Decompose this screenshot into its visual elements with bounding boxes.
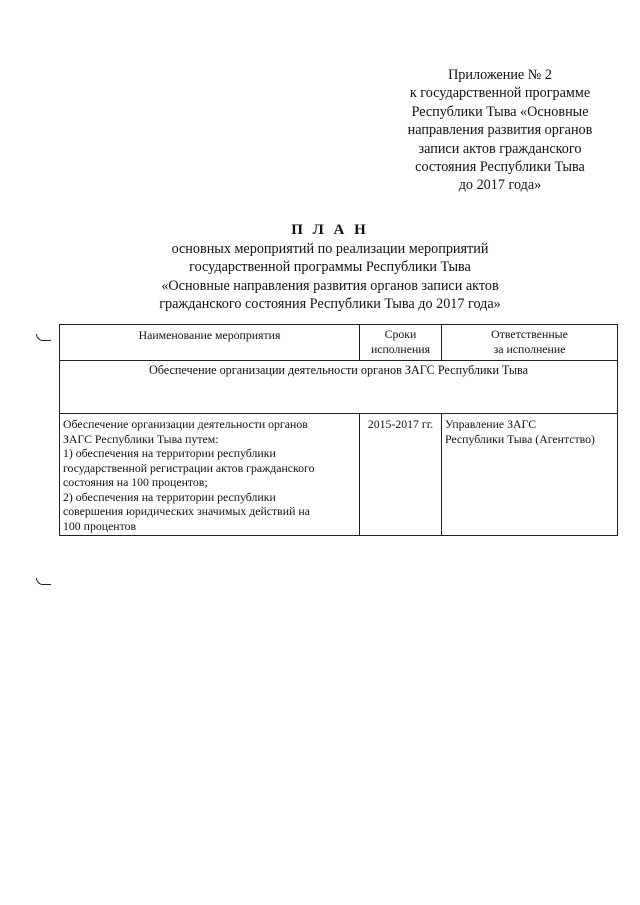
row-term-cell: 2015-2017 гг.	[360, 414, 442, 536]
row-name-line: ЗАГС Республики Тыва путем:	[63, 431, 219, 446]
row-name-line: состояния на 100 процентов;	[63, 475, 208, 489]
annex-line: направления развития органов	[407, 122, 593, 139]
annex-line: Приложение № 2	[448, 67, 552, 83]
annex-line: Республики Тыва «Основные	[411, 103, 589, 120]
plan-subtitle	[110, 240, 550, 314]
annex-line: к государственной программе	[409, 85, 591, 102]
margin-mark	[36, 578, 51, 585]
subtitle-line: гражданского состояния Республики Тыва до 2017 года»	[159, 296, 501, 313]
margin-mark	[36, 334, 51, 341]
section-title: Обеспечение организации деятельности органов ЗАГС Республики Тыва	[60, 361, 618, 414]
row-name-cell	[60, 414, 360, 536]
subtitle-line: «Основные направления развития органов записи актов	[161, 277, 499, 294]
row-responsible-cell	[442, 414, 618, 536]
header-term-cell	[360, 325, 442, 361]
header-name-cell	[60, 325, 360, 361]
table-row	[60, 414, 618, 536]
annex-header	[395, 66, 605, 195]
table-section-row	[60, 361, 618, 414]
header-label: Наименование мероприятия	[138, 328, 281, 342]
subtitle-line: государственной программы Республики Тыва	[189, 259, 471, 276]
row-name-line: совершения юридических значимых действий на	[63, 504, 310, 518]
plan-table	[59, 324, 618, 536]
annex-line: до 2017 года»	[458, 177, 542, 194]
annex-line: состояния Республики Тыва	[415, 159, 585, 176]
plan-title: П Л А Н	[291, 222, 369, 238]
subtitle-line: основных мероприятий по реализации мероприятий	[171, 241, 489, 257]
header-responsible-cell	[442, 325, 618, 361]
row-responsible-line: Управление ЗАГС	[445, 417, 537, 431]
row-name-line: 2) обеспечения на территории республики	[63, 489, 276, 504]
annex-line: записи актов гражданского	[418, 140, 582, 157]
row-name-line: государственной регистрации актов гражданского	[63, 460, 315, 475]
header-label: за исполнение	[493, 341, 566, 356]
row-name-line: 1) обеспечения на территории республики	[63, 446, 276, 460]
row-responsible-line: Республики Тыва (Агентство)	[445, 431, 595, 446]
header-label: исполнения	[370, 341, 431, 356]
table-header-row	[60, 325, 618, 361]
row-name-line: Обеспечение организации деятельности органов	[63, 417, 308, 431]
header-label: Сроки	[384, 327, 417, 341]
header-label: Ответственные	[491, 327, 568, 341]
row-name-line: 100 процентов	[63, 518, 137, 533]
